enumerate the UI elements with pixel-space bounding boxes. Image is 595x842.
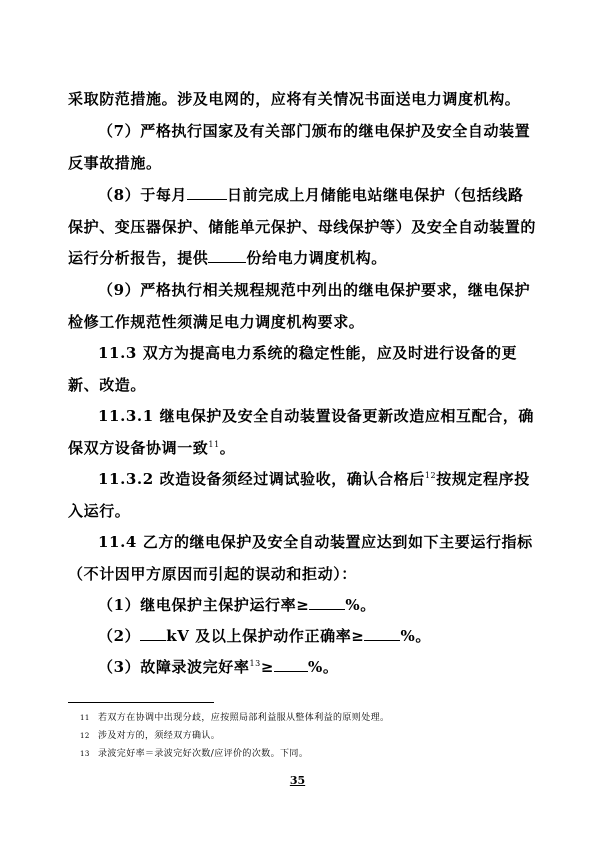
footnote-text: 若双方在协调中出现分歧，应按照局部利益服从整体利益的原则处理。 — [98, 713, 390, 723]
fill-blank — [309, 595, 345, 610]
paragraph-measures — [68, 84, 538, 116]
indicator-1 — [68, 590, 538, 622]
paragraph-11-3-1 — [68, 401, 538, 464]
paragraph-text: （7）严格执行国家及有关部门颁布的继电保护及安全自动装置反事故措施。 — [68, 122, 531, 172]
page-number: 35 — [289, 774, 306, 787]
paragraph-text: kV 及以上保护动作正确率≥ — [166, 627, 365, 645]
footnote-13 — [80, 748, 308, 760]
footnote-11 — [80, 712, 389, 724]
indicator-3 — [68, 652, 538, 684]
fill-blank — [364, 626, 400, 641]
indicator-2 — [68, 621, 538, 653]
paragraph-text: 11.4 乙方的继电保护及安全自动装置应达到如下主要运行指标（不计因甲方原因而引起的误动和拒动）： — [68, 533, 533, 583]
paragraph-text: （9）严格执行相关规程规范中列出的继电保护要求，继电保护检修工作规范性须满足电力调度机构要求。 — [68, 281, 531, 331]
paragraph-11-4 — [68, 527, 538, 590]
footnote-ref: 11 — [208, 439, 220, 449]
paragraph-text: ≥ — [260, 658, 275, 676]
footnote-separator — [68, 702, 214, 703]
footnote-ref: 12 — [424, 471, 437, 480]
fill-blank — [140, 626, 166, 641]
paragraph-item-9 — [68, 275, 538, 338]
fill-blank — [208, 248, 246, 263]
footnote-text: 录波完好率＝录波完好次数/应评价的次数。下同。 — [98, 749, 309, 759]
paragraph-item-7 — [68, 116, 538, 179]
paragraph-text: 11.3.2 改造设备须经过调试验收，确认合格后 — [98, 470, 425, 488]
footnote-number: 12 — [80, 732, 90, 740]
paragraph-text: 11.3 双方为提高电力系统的稳定性能，应及时进行设备的更新、改造。 — [68, 344, 518, 394]
paragraph-text: （2） — [98, 627, 141, 645]
paragraph-text: （3）故障录波完好率 — [98, 658, 250, 676]
paragraph-11-3 — [68, 338, 538, 401]
paragraph-text: （8）于每月 — [98, 186, 188, 204]
paragraph-11-3-2 — [68, 464, 538, 527]
footnote-number: 11 — [80, 714, 90, 722]
paragraph-text: %。 — [400, 627, 431, 645]
fill-blank — [274, 657, 308, 672]
footnote-ref: 13 — [249, 659, 261, 668]
footnote-12 — [80, 730, 220, 742]
paragraph-text: 。 — [219, 438, 236, 457]
paragraph-text: 11.3.1 继电保护及安全自动装置设备更新改造应相互配合，确保双方设备协调一致 — [68, 407, 535, 457]
footnote-text: 涉及对方的，须经双方确认。 — [98, 731, 221, 741]
paragraph-text: 日前完成上月储能电站继电保护（包括线路保护、变压器保护、储能单元保护、母线保护等）及安全自动装置的运行分析报告，提供 — [68, 186, 537, 267]
paragraph-text: %。 — [308, 658, 339, 676]
footnote-number: 13 — [80, 750, 90, 758]
paragraph-text: 按规定程序投入运行。 — [68, 470, 530, 520]
paragraph-text: 采取防范措施。涉及电网的，应将有关情况书面送电力调度机构。 — [68, 90, 521, 108]
paragraph-text: 份给电力调度机构。 — [246, 249, 387, 267]
paragraph-text: （1）继电保护主保护运行率≥ — [98, 596, 310, 614]
paragraph-item-8 — [68, 180, 538, 275]
fill-blank — [187, 185, 227, 200]
paragraph-text: %。 — [345, 596, 376, 614]
